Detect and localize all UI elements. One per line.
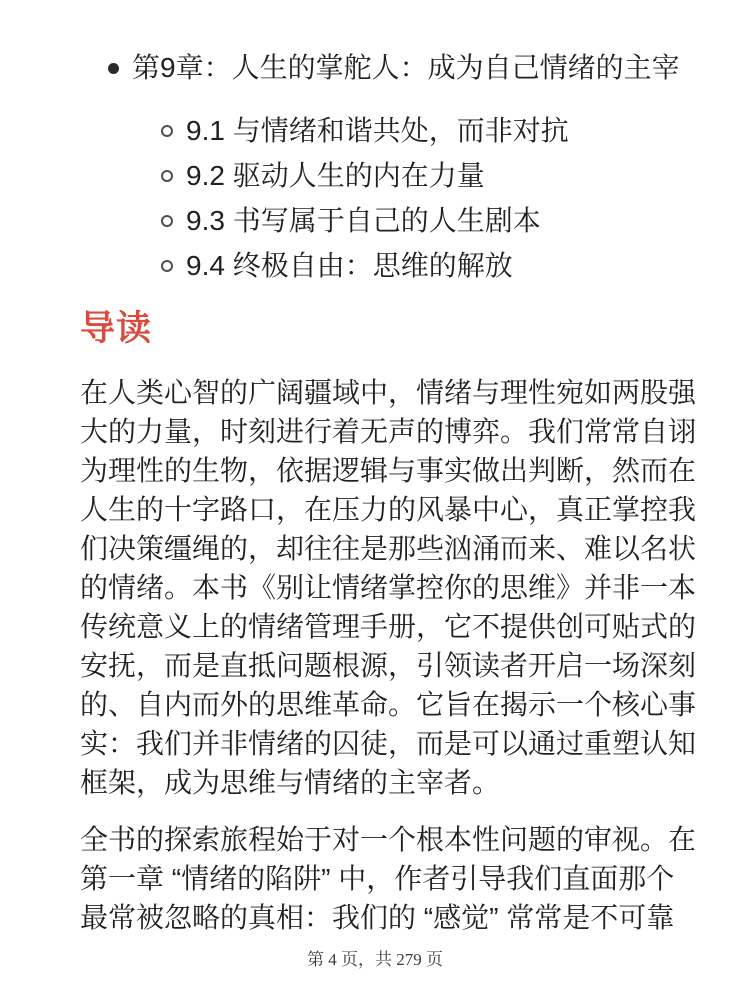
bullet-circle-icon	[161, 170, 173, 182]
toc-section-label: 9.1 与情绪和谐共处，而非对抗	[186, 115, 569, 146]
toc-chapter-item	[108, 50, 680, 86]
toc-section-item	[161, 248, 513, 284]
section-heading: 导读	[80, 309, 153, 348]
toc-section-label: 9.3 书写属于自己的人生剧本	[186, 205, 541, 236]
page-number-indicator: 第 4 页，共 279 页	[307, 950, 443, 969]
toc-section-item	[161, 203, 541, 239]
bullet-circle-icon	[161, 215, 173, 227]
toc-section-label: 9.4 终极自由：思维的解放	[186, 250, 513, 281]
bullet-circle-icon	[161, 125, 173, 137]
body-paragraph: 在人类心智的广阔疆域中，情绪与理性宛如两股强大的力量，时刻进行着无声的博弈。我们常常自诩为理性的生物，依据逻辑与事实做出判断，然而在人生的十字路口，在压力的风暴中心，真正掌控我们决策缰绳的，却往往是那些汹涌而来、难以名状的情绪。本书《别让情绪掌控你的思维》并非一本传统意义上的情绪管理手册，它不提供创可贴式的安抚，而是直抵问题根源，引领读者开启一场深刻的、自内而外的思维革命。它旨在揭示一个核心事实：我们并非情绪的囚徒，而是可以通过重塑认知框架，成为思维与情绪的主宰者。	[80, 377, 697, 798]
toc-section-item	[161, 113, 569, 149]
body-paragraph: 全书的探索旅程始于对一个根本性问题的审视。在第一章 “情绪的陷阱” 中，作者引导我们直面那个最常被忽略的真相：我们的 “感觉” 常常是不可靠	[80, 824, 697, 933]
toc-section-label: 9.2 驱动人生的内在力量	[186, 160, 485, 191]
toc-section-item	[161, 158, 485, 194]
bullet-disc-icon	[108, 63, 119, 74]
toc-chapter-label: 第9章：人生的掌舵人：成为自己情绪的主宰	[132, 52, 680, 83]
bullet-circle-icon	[161, 260, 173, 272]
